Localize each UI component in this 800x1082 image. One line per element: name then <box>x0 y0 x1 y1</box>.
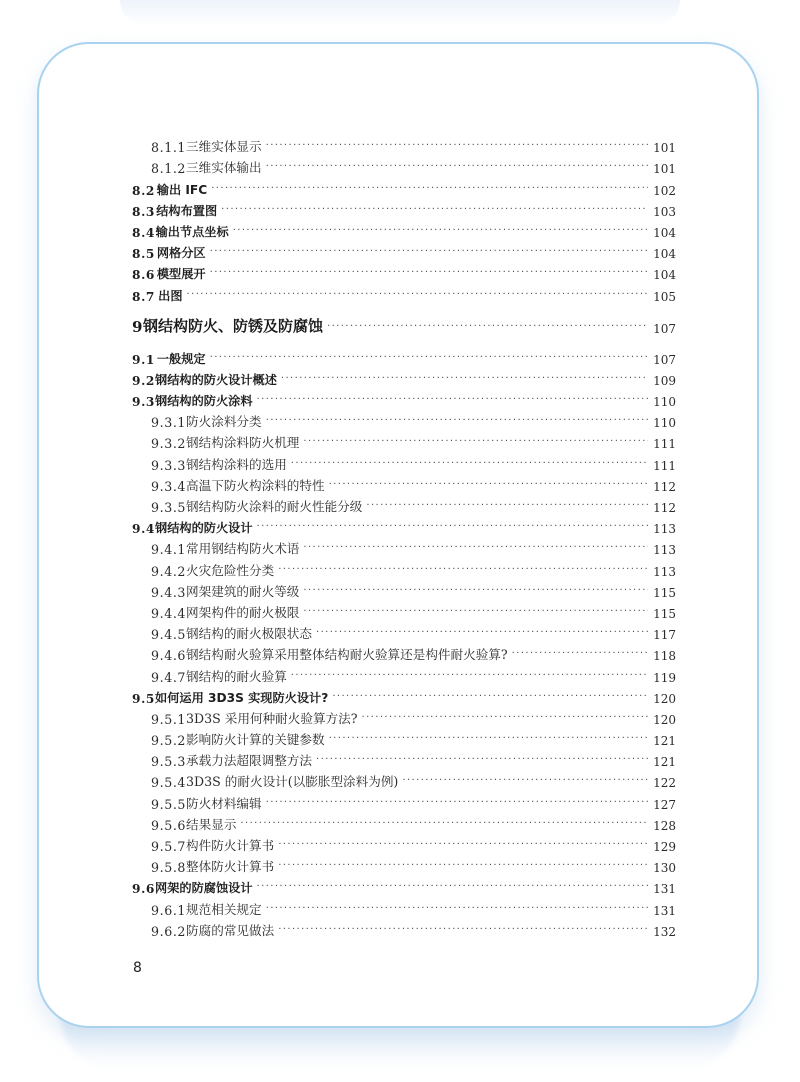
toc-section-title: 防火材料编辑 <box>186 795 262 811</box>
toc-dot-leader <box>266 160 648 174</box>
toc-section-title: 火灾危险性分类 <box>186 562 275 578</box>
toc-entry[interactable] <box>132 727 676 749</box>
toc-section-title: 常用钢结构防火术语 <box>186 541 300 557</box>
toc-dot-leader <box>266 139 648 153</box>
toc-section-title: 网架的防腐蚀设计 <box>155 881 253 896</box>
toc-section-number: 9.4.3 <box>151 584 187 600</box>
toc-entry[interactable] <box>132 833 676 854</box>
toc-entry[interactable] <box>132 240 676 262</box>
toc-section-number: 9.5.6 <box>151 817 187 833</box>
toc-dot-leader <box>316 626 648 640</box>
toc-dot-leader <box>257 520 648 534</box>
toc-entry[interactable] <box>132 388 676 410</box>
toc-page-number: 131 <box>653 882 676 897</box>
toc-section-title: 网格分区 <box>156 246 206 261</box>
toc-entry[interactable] <box>132 451 676 473</box>
toc-page-number: 104 <box>653 225 676 240</box>
toc-entry[interactable] <box>132 367 676 388</box>
toc-page-number: 131 <box>653 903 676 918</box>
toc-section-number: 9.6 <box>132 882 156 897</box>
toc-section-number: 9.2 <box>132 373 156 388</box>
toc-section-number: 9.1 <box>132 352 156 367</box>
toc-dot-leader <box>303 584 648 598</box>
toc-page-number: 104 <box>653 247 676 262</box>
toc-dot-leader <box>266 902 648 916</box>
toc-section-title: 3D3S 采用何种耐火验算方法? <box>186 710 358 726</box>
toc-page-number: 112 <box>653 501 676 515</box>
toc-entry[interactable] <box>132 494 676 515</box>
toc-section-title: 结果显示 <box>186 816 237 832</box>
toc-section-title: 钢结构的耐火极限状态 <box>186 626 312 642</box>
toc-page-number: 111 <box>653 458 676 473</box>
toc-section-number: 9.5.3 <box>151 754 187 770</box>
toc-section-title: 钢结构防火涂料的耐火性能分级 <box>186 499 363 514</box>
toc-section-title: 三维实体显示 <box>186 139 262 155</box>
toc-dot-leader <box>278 859 648 873</box>
toc-page-number: 113 <box>653 564 676 579</box>
toc-dot-leader <box>278 923 648 937</box>
toc-section-number: 9.3.1 <box>151 415 187 431</box>
toc-section-number: 9.4 <box>132 522 156 537</box>
toc-page-number: 128 <box>653 818 676 833</box>
toc-section-number: 9.4.5 <box>151 627 187 643</box>
toc-section-title: 3D3S 的耐火设计(以膨胀型涂料为例) <box>186 774 399 790</box>
toc-dot-leader <box>211 182 648 196</box>
toc-entry[interactable] <box>132 261 676 283</box>
toc-dot-leader <box>332 690 648 704</box>
toc-section-number: 9.6.2 <box>151 923 187 939</box>
toc-section-number: 9.4.1 <box>151 542 187 558</box>
toc-dot-leader <box>233 224 648 238</box>
toc-page-number: 111 <box>653 437 676 452</box>
toc-entry[interactable] <box>132 314 676 336</box>
toc-dot-leader <box>240 817 648 831</box>
toc-section-title: 如何运用 3D3S 实现防火设计? <box>155 690 329 705</box>
toc-section-title: 钢结构涂料防火机理 <box>186 435 300 451</box>
toc-section-number: 9.5.1 <box>151 711 187 727</box>
toc-dot-leader <box>303 541 648 555</box>
toc-section-title: 结构布置图 <box>156 203 218 218</box>
toc-section-number: 9.4.6 <box>151 648 187 664</box>
toc-dot-leader <box>291 457 648 471</box>
toc-section-title: 一般规定 <box>156 351 206 366</box>
toc-section-number: 9.3.2 <box>151 436 187 452</box>
toc-dot-leader <box>327 320 648 334</box>
toc-section-number: 8.5 <box>132 247 156 262</box>
toc-dot-leader <box>257 880 648 894</box>
toc-section-number: 8.6 <box>132 268 156 283</box>
toc-section-title: 钢结构的耐火验算 <box>186 668 287 684</box>
toc-section-title: 钢结构耐火验算采用整体结构耐火验算还是构件耐火验算? <box>186 647 508 663</box>
toc-section-title: 构件防火计算书 <box>186 838 275 853</box>
toc-page-number: 102 <box>653 183 676 198</box>
page-number: 8 <box>133 960 142 976</box>
toc-page-number: 113 <box>653 543 676 558</box>
toc-page-number: 101 <box>653 162 676 177</box>
toc-entry[interactable] <box>132 812 676 833</box>
toc-page-number: 117 <box>653 628 676 643</box>
toc-dot-leader <box>329 732 648 746</box>
toc-dot-leader <box>316 753 648 767</box>
toc-section-number: 9.3.5 <box>151 500 187 515</box>
toc-entry[interactable] <box>132 621 676 643</box>
toc-section-number: 8.1.1 <box>151 140 187 156</box>
toc-entry[interactable] <box>132 579 676 600</box>
toc-section-number: 9.3.4 <box>151 478 187 494</box>
toc-page-number: 115 <box>653 585 676 600</box>
toc-dot-leader <box>512 647 648 661</box>
toc-dot-leader <box>362 711 649 725</box>
toc-section-number: 8.4 <box>132 225 156 240</box>
toc-page-number: 105 <box>653 289 676 304</box>
table-of-contents <box>132 134 676 939</box>
toc-entry[interactable] <box>132 875 676 897</box>
toc-page-number: 109 <box>653 373 676 388</box>
toc-section-number: 8.3 <box>132 204 156 219</box>
toc-dot-leader <box>266 796 648 810</box>
toc-page-number: 121 <box>653 734 676 749</box>
toc-page-number: 107 <box>653 352 676 367</box>
toc-section-number: 9.5.2 <box>151 733 187 749</box>
toc-dot-leader <box>210 245 648 259</box>
toc-page-number: 113 <box>653 522 676 537</box>
toc-section-title: 网架建筑的耐火等级 <box>186 583 300 599</box>
toc-section-title: 整体防火计算书 <box>186 859 275 875</box>
toc-page-number: 129 <box>653 840 676 854</box>
toc-section-title: 钢结构的防火设计概述 <box>155 372 277 387</box>
toc-page-number: 104 <box>653 268 676 283</box>
toc-dot-leader <box>210 351 648 365</box>
toc-section-number: 9.4.7 <box>151 669 187 685</box>
toc-section-title: 防火涂料分类 <box>186 414 262 430</box>
toc-dot-leader <box>221 203 648 217</box>
toc-entry[interactable] <box>132 515 676 537</box>
toc-page-number: 107 <box>653 321 676 336</box>
toc-section-title: 输出 IFC <box>156 182 208 197</box>
toc-page-number: 101 <box>653 141 676 156</box>
toc-section-number: 9.5.4 <box>151 775 187 791</box>
toc-entry[interactable] <box>132 536 676 558</box>
toc-dot-leader <box>187 288 648 302</box>
toc-section-title: 网架构件的耐火极限 <box>186 604 300 620</box>
top-shadow <box>120 0 680 26</box>
toc-entry[interactable] <box>132 896 676 918</box>
toc-section-number: 9.6.1 <box>151 902 187 918</box>
toc-section-title: 防腐的常见做法 <box>186 922 275 938</box>
toc-section-number: 8.1.2 <box>151 161 187 177</box>
toc-entry[interactable] <box>132 642 676 664</box>
toc-section-title: 钢结构涂料的选用 <box>186 456 287 472</box>
toc-page-number: 115 <box>653 606 676 621</box>
toc-dot-leader <box>210 266 648 280</box>
toc-entry[interactable] <box>132 557 676 579</box>
toc-entry[interactable] <box>132 409 676 431</box>
toc-entry[interactable] <box>132 685 676 706</box>
toc-page-number: 119 <box>653 670 676 685</box>
toc-section-title: 出图 <box>158 288 183 303</box>
toc-entry[interactable] <box>132 790 676 812</box>
toc-page-number: 121 <box>653 755 676 770</box>
toc-page-number: 127 <box>653 797 676 812</box>
toc-section-title: 钢结构防火、防锈及防腐蚀 <box>143 316 324 335</box>
toc-entry[interactable] <box>132 918 676 939</box>
toc-page-number: 112 <box>653 479 676 494</box>
toc-page-number: 132 <box>653 924 676 939</box>
toc-section-title: 承载力法超限调整方法 <box>186 753 312 769</box>
toc-section-number: 9.5.5 <box>151 796 187 812</box>
toc-section-title: 高温下防火构涂料的特性 <box>186 477 325 493</box>
toc-entry[interactable] <box>132 706 676 727</box>
toc-section-number: 9.5.7 <box>151 839 187 854</box>
toc-entry[interactable] <box>132 219 676 240</box>
toc-entry[interactable] <box>132 176 676 198</box>
toc-page-number: 110 <box>653 395 676 410</box>
toc-dot-leader <box>329 478 648 492</box>
toc-section-number: 9.5 <box>132 691 156 706</box>
toc-section-number: 9.4.4 <box>151 605 187 621</box>
toc-entry[interactable] <box>132 473 676 494</box>
toc-section-number: 8.2 <box>132 183 156 198</box>
toc-section-title: 模型展开 <box>156 267 206 282</box>
toc-entry[interactable] <box>132 198 676 219</box>
toc-dot-leader <box>257 393 648 407</box>
toc-entry[interactable] <box>132 748 676 770</box>
toc-page-number: 122 <box>653 776 676 791</box>
toc-dot-leader <box>366 499 648 513</box>
toc-entry[interactable] <box>132 134 676 156</box>
toc-dot-leader <box>303 605 648 619</box>
toc-dot-leader <box>291 669 648 683</box>
toc-section-number: 9.5.8 <box>151 860 187 876</box>
toc-section-number: 9.3 <box>132 395 156 410</box>
toc-section-title: 影响防火计算的关键参数 <box>186 732 325 748</box>
toc-section-title: 规范相关规定 <box>186 901 262 917</box>
toc-section-number: 8.7 <box>132 289 156 304</box>
toc-page-number: 118 <box>653 649 676 664</box>
toc-section-number: 9 <box>132 317 144 336</box>
toc-dot-leader <box>281 372 648 386</box>
toc-section-number: 9.3.3 <box>151 457 187 473</box>
toc-section-title: 输出节点坐标 <box>155 224 229 239</box>
toc-dot-leader <box>402 774 648 788</box>
toc-section-title: 三维实体输出 <box>186 160 262 176</box>
toc-page-number: 110 <box>653 416 676 431</box>
toc-entry[interactable] <box>132 346 676 367</box>
toc-dot-leader <box>278 563 648 577</box>
toc-dot-leader <box>266 414 648 428</box>
toc-entry[interactable] <box>132 430 676 452</box>
toc-dot-leader <box>303 435 648 449</box>
toc-entry[interactable] <box>132 282 676 304</box>
toc-section-title: 钢结构的防火设计 <box>155 521 253 536</box>
toc-entry[interactable] <box>132 854 676 876</box>
toc-entry[interactable] <box>132 663 676 685</box>
toc-dot-leader <box>278 838 648 852</box>
toc-entry[interactable] <box>132 155 676 177</box>
toc-page-number: 103 <box>653 204 676 219</box>
toc-entry[interactable] <box>132 600 676 621</box>
toc-entry[interactable] <box>132 769 676 791</box>
toc-section-title: 钢结构的防火涂料 <box>155 394 253 409</box>
toc-page-number: 130 <box>653 861 676 876</box>
toc-page-number: 120 <box>653 712 676 727</box>
toc-page-number: 120 <box>653 691 676 706</box>
toc-section-number: 9.4.2 <box>151 563 187 579</box>
